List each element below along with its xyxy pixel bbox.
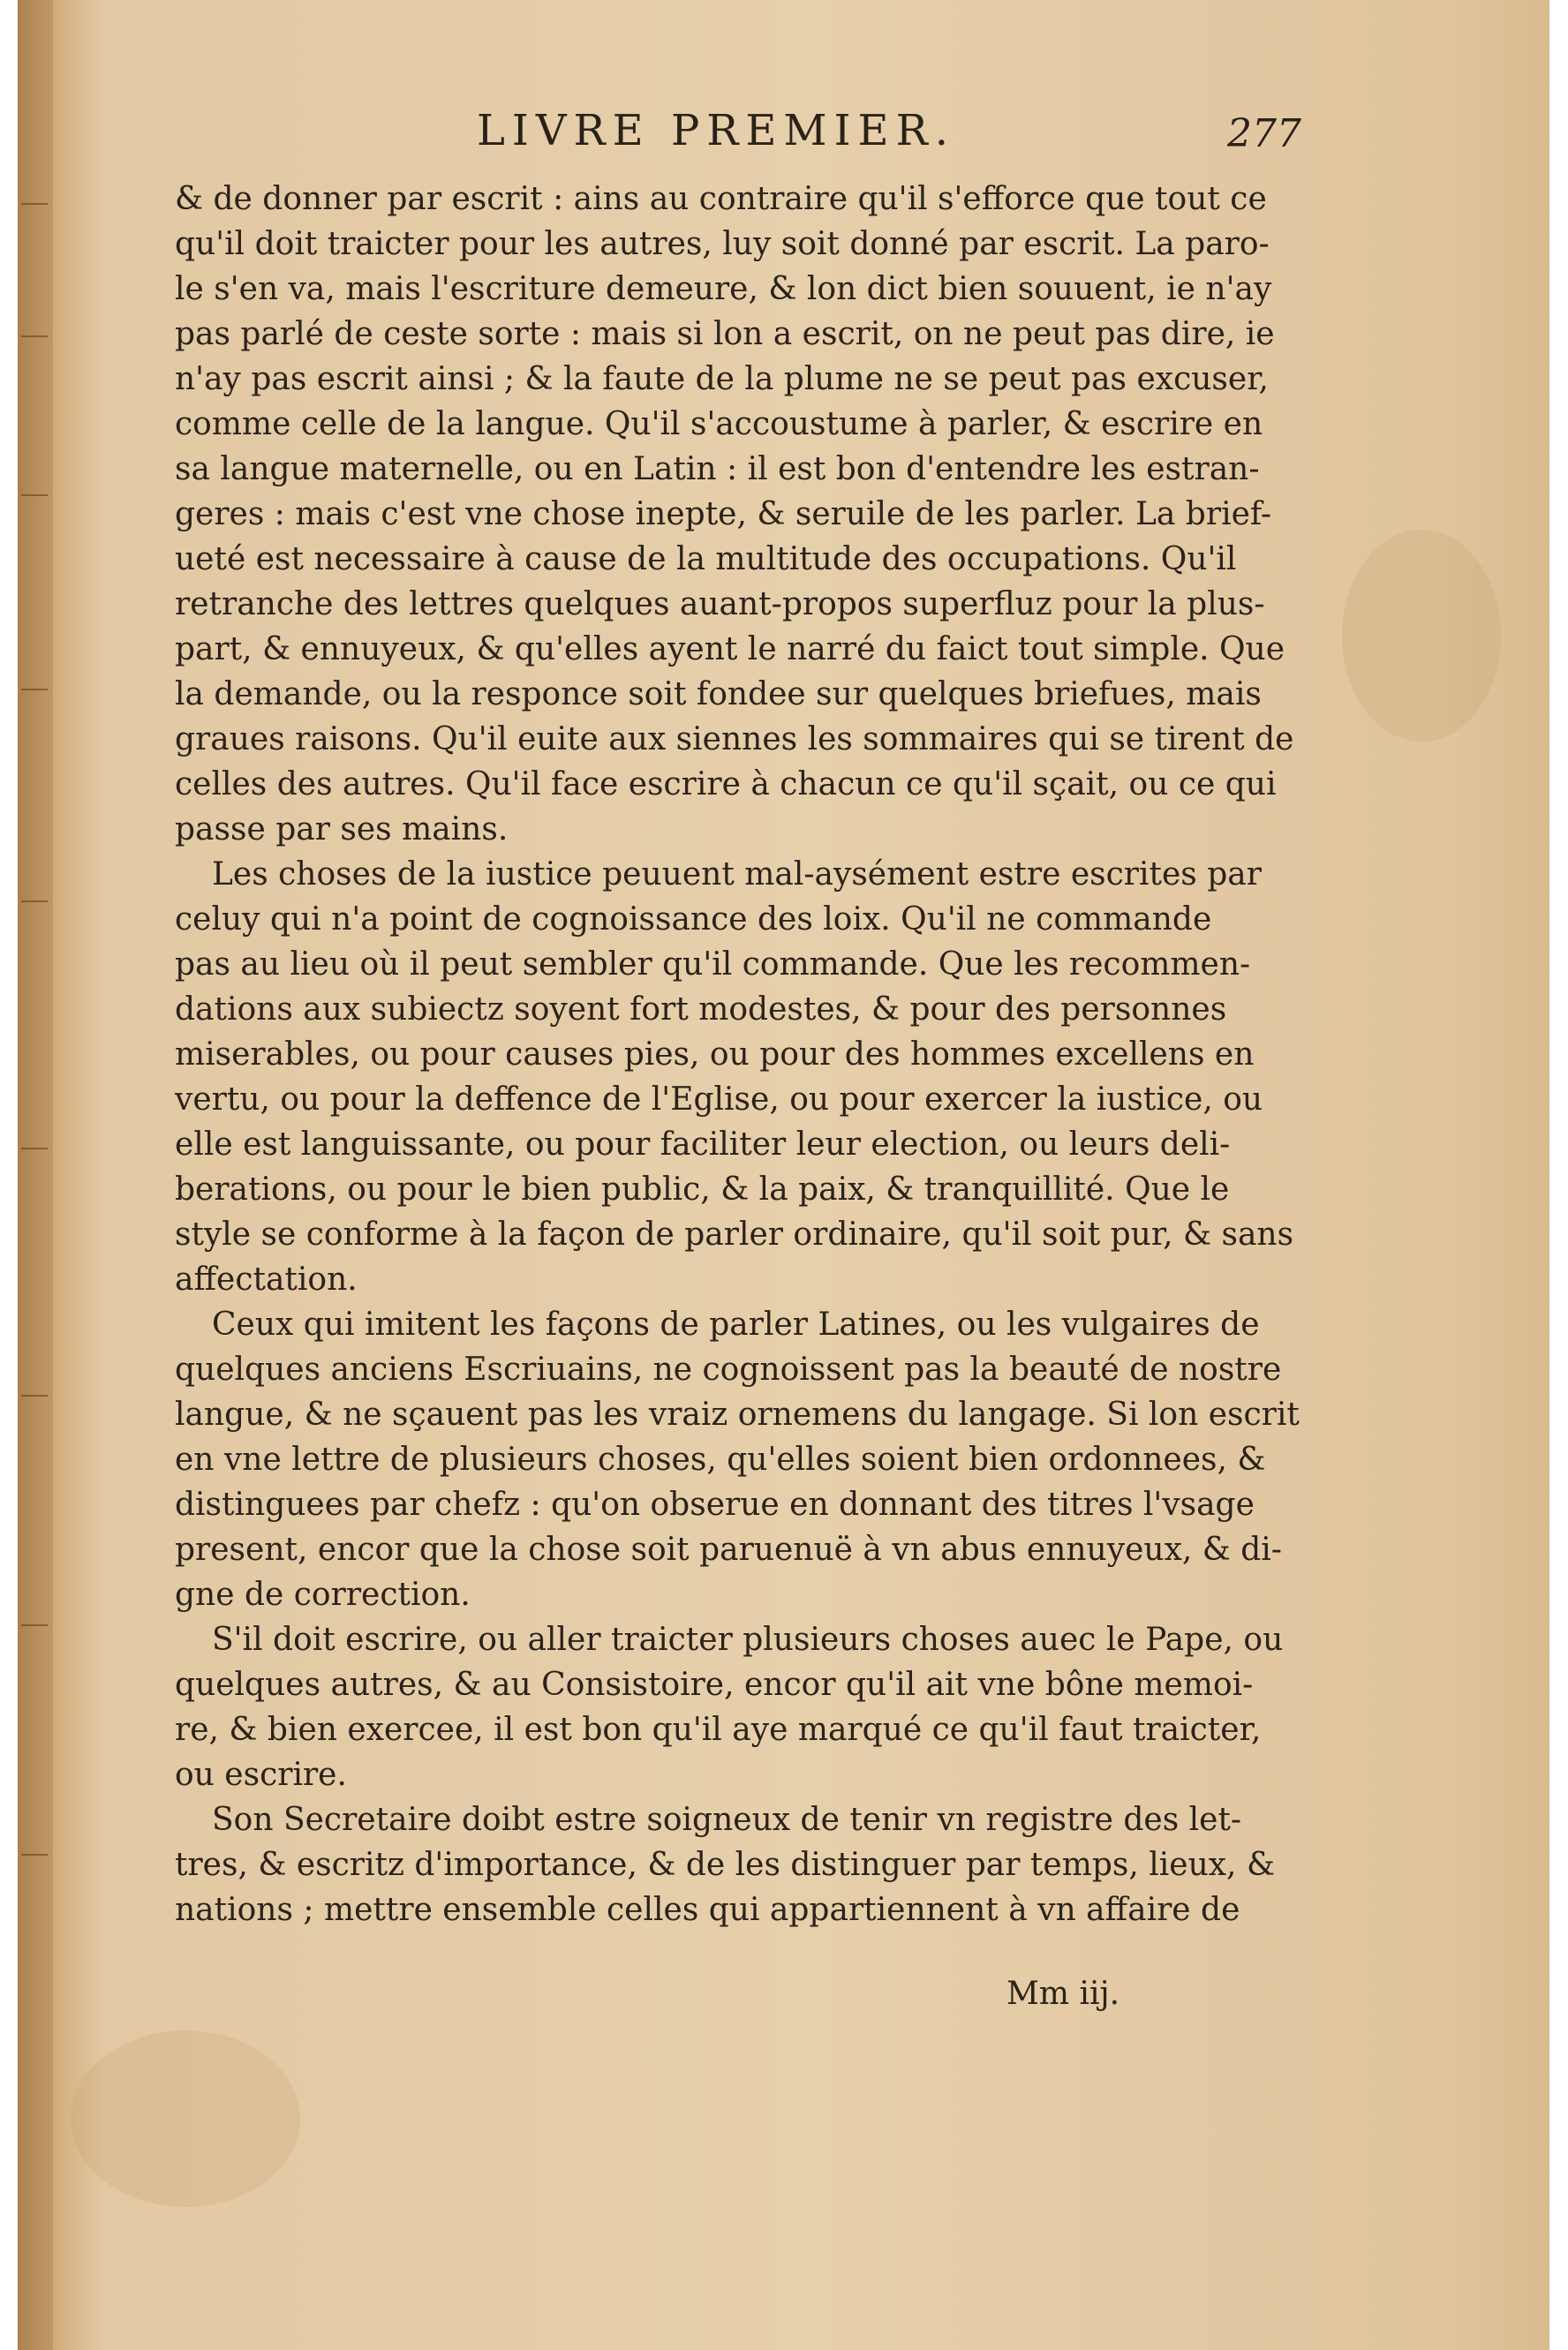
text-line: miserables, ou pour causes pies, ou pour des hommes excellens en xyxy=(175,1036,1255,1073)
text-line: S'il doit escrire, ou aller traicter plusieurs choses auec le Pape, ou xyxy=(212,1622,1284,1658)
bleed-mark xyxy=(21,1395,48,1397)
text-line: la demande, ou la responce soit fondee sur quelques briefues, mais xyxy=(175,676,1262,712)
paper-stain xyxy=(1342,530,1501,742)
bleed-mark xyxy=(21,1854,48,1856)
text-line: quelques autres, & au Consistoire, encor qu'il ait vne bône memoi- xyxy=(175,1667,1254,1703)
text-line: en vne lettre de plusieurs choses, qu'elles soient bien ordonnees, & xyxy=(175,1442,1266,1478)
text-line: sa langue maternelle, ou en Latin : il est bon d'entendre les estran- xyxy=(175,451,1260,487)
page-number: 277 xyxy=(1227,111,1301,156)
text-line: langue, & ne sçauent pas les vraiz ornemens du langage. Si lon escrit xyxy=(175,1397,1300,1433)
running-head: LIVRE PREMIER. xyxy=(477,106,955,155)
text-line: & de donner par escrit : ains au contraire qu'il s'efforce que tout ce xyxy=(175,181,1267,217)
text-line: celuy qui n'a point de cognoissance des loix. Qu'il ne commande xyxy=(175,901,1212,938)
text-line: pas parlé de ceste sorte : mais si lon a escrit, on ne peut pas dire, ie xyxy=(175,316,1275,352)
bleed-mark xyxy=(21,203,48,205)
text-line: elle est languissante, ou pour faciliter leur election, ou leurs deli- xyxy=(175,1126,1231,1163)
text-line: part, & ennuyeux, & qu'elles ayent le narré du faict tout simple. Que xyxy=(175,631,1285,667)
text-line: retranche des lettres quelques auant-propos superfluz pour la plus- xyxy=(175,586,1265,622)
text-line: style se conforme à la façon de parler ordinaire, qu'il soit pur, & sans xyxy=(175,1216,1294,1253)
text-line: ou escrire. xyxy=(175,1757,347,1793)
text-line: comme celle de la langue. Qu'il s'accoustume à parler, & escrire en xyxy=(175,406,1263,442)
text-line: geres : mais c'est vne chose inepte, & seruile de les parler. La brief- xyxy=(175,496,1272,532)
text-line: le s'en va, mais l'escriture demeure, & lon dict bien souuent, ie n'ay xyxy=(175,271,1272,307)
text-line: distinguees par chefz : qu'on obserue en donnant des titres l'vsage xyxy=(175,1487,1255,1523)
body-text xyxy=(175,177,1323,1932)
text-line: n'ay pas escrit ainsi ; & la faute de la plume ne se peut pas excuser, xyxy=(175,361,1269,397)
text-line: ueté est necessaire à cause de la multitude des occupations. Qu'il xyxy=(175,541,1237,577)
text-line: quelques anciens Escriuains, ne cognoissent pas la beauté de nostre xyxy=(175,1352,1282,1388)
text-line: gne de correction. xyxy=(175,1577,471,1613)
text-line: celles des autres. Qu'il face escrire à chacun ce qu'il sçait, ou ce qui xyxy=(175,766,1277,802)
text-line: graues raisons. Qu'il euite aux siennes les sommaires qui se tirent de xyxy=(175,721,1294,757)
text-line: Ceux qui imitent les façons de parler Latines, ou les vulgaires de xyxy=(212,1307,1260,1343)
text-line: berations, ou pour le bien public, & la paix, & tranquillité. Que le xyxy=(175,1171,1230,1208)
bleed-mark xyxy=(21,335,48,337)
bleed-mark xyxy=(21,494,48,496)
bleed-mark xyxy=(21,689,48,690)
book-page xyxy=(18,0,1549,2350)
text-line: qu'il doit traicter pour les autres, luy soit donné par escrit. La paro- xyxy=(175,226,1270,262)
gutter-shadow xyxy=(18,0,53,2350)
text-line: re, & bien exercee, il est bon qu'il aye marqué ce qu'il faut traicter, xyxy=(175,1712,1262,1748)
text-line: Les choses de la iustice peuuent mal-aysément estre escrites par xyxy=(212,856,1262,893)
paper-stain xyxy=(71,2030,300,2207)
text-line: present, encor que la chose soit paruenuë à vn abus ennuyeux, & di- xyxy=(175,1532,1282,1568)
text-line: passe par ses mains. xyxy=(175,811,509,847)
text-line: dations aux subiectz soyent fort modestes, & pour des personnes xyxy=(175,991,1227,1028)
text-line: tres, & escritz d'importance, & de les distinguer par temps, lieux, & xyxy=(175,1847,1275,1883)
signature-mark: Mm iij. xyxy=(1006,1976,1120,2012)
bleed-mark xyxy=(21,1148,48,1149)
text-line: pas au lieu où il peut sembler qu'il commande. Que les recommen- xyxy=(175,946,1251,983)
text-line: Son Secretaire doibt estre soigneux de tenir vn registre des let- xyxy=(212,1802,1242,1838)
bleed-mark xyxy=(21,900,48,902)
text-line: nations ; mettre ensemble celles qui appartiennent à vn affaire de xyxy=(175,1892,1240,1928)
text-line: vertu, ou pour la deffence de l'Eglise, ou pour exercer la iustice, ou xyxy=(175,1081,1263,1118)
bleed-mark xyxy=(21,1624,48,1626)
text-line: affectation. xyxy=(175,1262,358,1298)
